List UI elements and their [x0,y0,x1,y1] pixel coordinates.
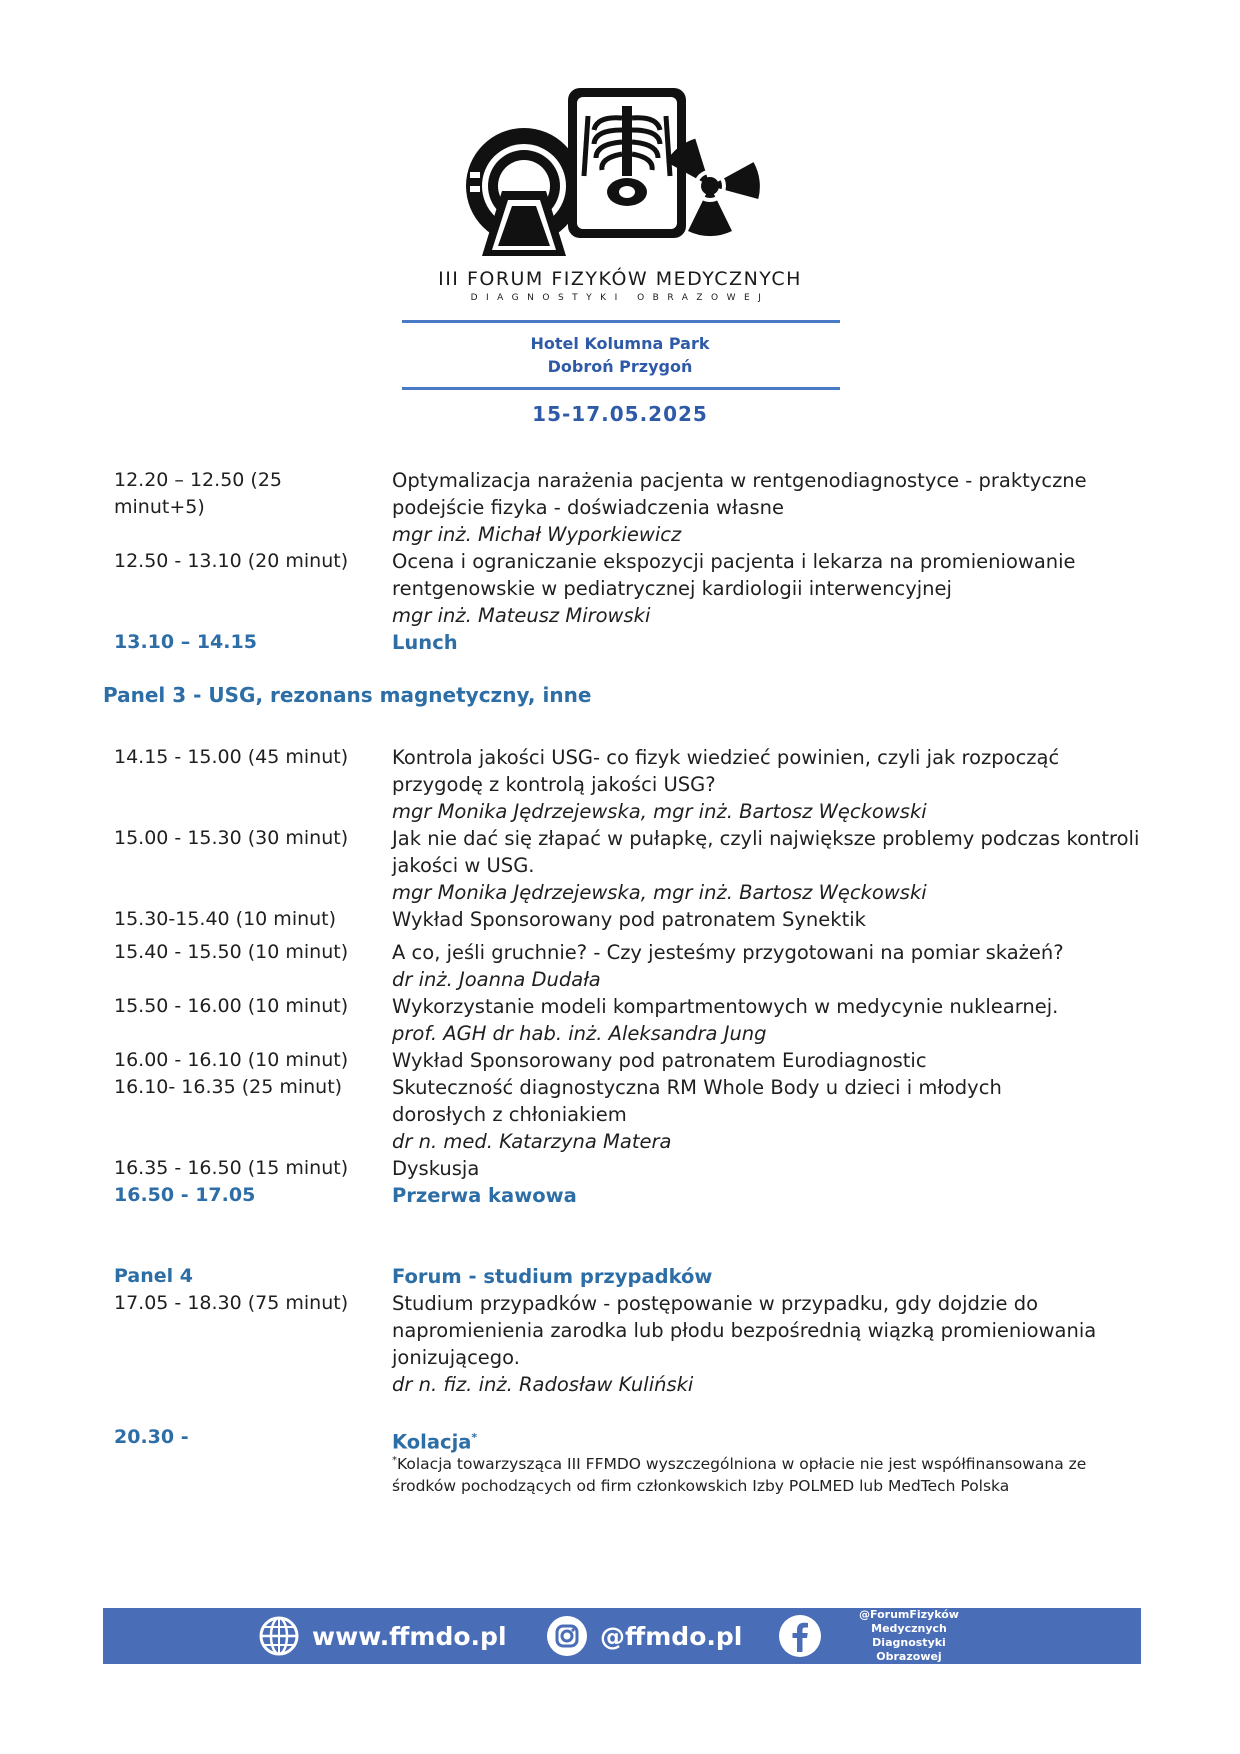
schedule-time: 17.05 - 18.30 (75 minut) [114,1292,349,1314]
talk-title: Skuteczność diagnostyczna RM Whole Body u dzieci i młodych dorosłych z chłoniakiem [392,1076,1002,1126]
footnote-text: Kolacja towarzysząca III FFMDO wyszczególniona w opłacie nie jest współfinansowana ze środków pochodzących od firm członkowskich Izby POLMED lub MedTech Polska [392,1455,1087,1496]
talk-speaker: dr inż. Joanna Dudała [392,968,601,991]
talk-title: Dyskusja [392,1157,480,1180]
schedule-talk [392,993,1152,1045]
schedule-time: 16.35 - 16.50 (15 minut) [114,1157,349,1179]
talk-title: Kontrola jakości USG- co fizyk wiedzieć powinien, czyli jak rozpocząć przygodę z kontrolą jakości USG? [392,746,1060,796]
talk-title: Studium przypadków - postępowanie w przypadku, gdy dojdzie do napromienienia zarodka lub płodu bezpośrednią wiązką promieniowania jonizującego. [392,1292,1097,1369]
venue-name: Hotel Kolumna Park [530,334,710,353]
coffee-break-label: Przerwa kawowa [392,1184,577,1207]
event-dates: 15-17.05.2025 [532,402,708,426]
schedule-time: 12.50 - 13.10 (20 minut) [114,550,349,572]
globe-icon [258,1615,300,1657]
coffee-break-time: 16.50 - 17.05 [114,1184,256,1206]
dinner-title: Kolacja [392,1430,472,1454]
talk-speaker: mgr Monika Jędrzejewska, mgr inż. Bartosz Węckowski [392,800,927,823]
schedule-talk [392,467,1152,546]
divider-bottom [402,387,840,390]
schedule-time: 12.20 – 12.50 (25 minut+5) [114,469,282,518]
facebook-icon [778,1614,822,1658]
footer-bar [103,1608,1141,1664]
mri-scanner-icon [466,128,582,256]
dinner-footnote-mark: * [471,1431,478,1444]
facebook-line-2: Medycznych Diagnostyki [871,1622,947,1649]
schedule-talk [392,939,1152,991]
talk-title: Jak nie dać się złapać w pułapkę, czyli największe problemy podczas kontroli jakości w USG. [392,827,1140,877]
website-link[interactable] [258,1608,507,1664]
footnote-mark: * [392,1455,397,1466]
talk-speaker: mgr inż. Michał Wyporkiewicz [392,523,682,546]
panel-4-label: Panel 4 [114,1265,193,1287]
forum-title: III FORUM FIZYKÓW MEDYCZNYCH [438,268,802,290]
dinner-time: 20.30 - [114,1426,189,1448]
venue-location: Dobroń Przygoń [547,357,693,376]
panel-3-heading: Panel 3 - USG, rezonans magnetyczny, inne [103,683,592,707]
dinner-footnote [392,1450,1132,1497]
schedule-time: 16.10- 16.35 (25 minut) [114,1076,343,1098]
schedule-time: 15.40 - 15.50 (10 minut) [114,941,349,963]
talk-speaker: prof. AGH dr hab. inż. Aleksandra Jung [392,1022,767,1045]
facebook-link[interactable] [778,1608,984,1664]
instagram-link[interactable] [546,1608,742,1664]
forum-subtitle: DIAGNOSTYKI OBRAZOWEJ [470,293,770,303]
talk-title: Ocena i ograniczanie ekspozycji pacjenta i lekarza na promieniowanie rentgenowskie w pediatrycznej kardiologii interwencyjnej [392,550,1076,600]
talk-title: Optymalizacja narażenia pacjenta w rentgenodiagnostyce - praktyczne podejście fizyka - doświadczenia własne [392,469,1087,519]
panel-4-heading: Forum - studium przypadków [392,1265,713,1288]
schedule-time: 15.50 - 16.00 (10 minut) [114,995,349,1017]
facebook-line-1: @ForumFizyków [859,1608,959,1621]
talk-speaker: mgr inż. Mateusz Mirowski [392,604,651,627]
schedule-talk [392,548,1152,627]
schedule-time: 15.00 - 15.30 (30 minut) [114,827,349,849]
talk-title: A co, jeśli gruchnie? - Czy jesteśmy przygotowani na pomiar skażeń? [392,941,1064,964]
schedule-talk [392,1074,1092,1153]
schedule-talk [392,825,1152,904]
facebook-text [834,1608,984,1664]
facebook-line-3: Obrazowej [876,1650,942,1663]
talk-speaker: dr n. fiz. inż. Radosław Kuliński [392,1373,694,1396]
schedule-time: 16.00 - 16.10 (10 minut) [114,1049,349,1071]
forum-logo [462,86,792,266]
talk-title: Wykład Sponsorowany pod patronatem Synektik [392,908,866,931]
lunch-label: Lunch [392,631,458,654]
instagram-text: @ffmdo.pl [600,1621,743,1651]
talk-title: Wykorzystanie modeli kompartmentowych w medycynie nuklearnej. [392,995,1059,1018]
instagram-icon [546,1615,588,1657]
talk-speaker: mgr Monika Jędrzejewska, mgr inż. Bartosz Węckowski [392,881,927,904]
website-text: www.ffmdo.pl [312,1621,507,1651]
talk-speaker: dr n. med. Katarzyna Matera [392,1130,672,1153]
schedule-talk [392,1290,1112,1396]
schedule-talk [392,744,1152,823]
schedule-time: 14.15 - 15.00 (45 minut) [114,746,349,768]
divider-top [402,320,840,323]
lunch-time: 13.10 – 14.15 [114,631,257,653]
talk-title: Wykład Sponsorowany pod patronatem Eurodiagnostic [392,1049,927,1072]
schedule-time: 15.30-15.40 (10 minut) [114,908,337,930]
